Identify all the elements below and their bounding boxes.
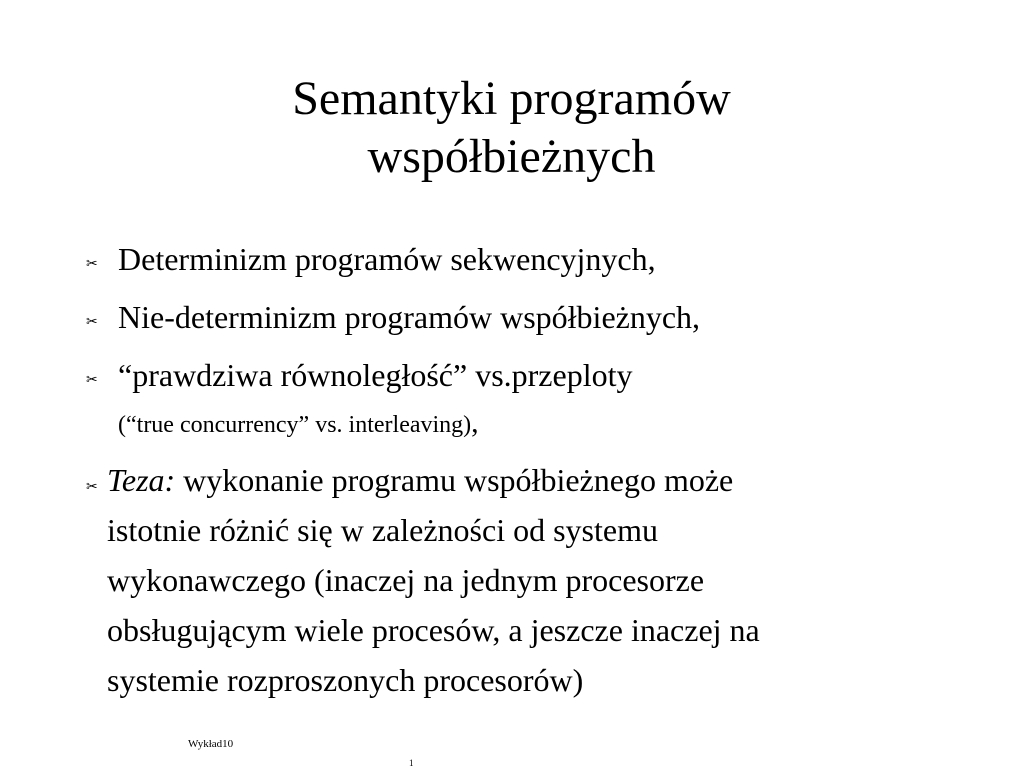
slide-title bbox=[0, 70, 1023, 186]
footer-label: Wykład10 bbox=[188, 738, 234, 750]
thesis-line-1 bbox=[107, 461, 733, 499]
bullet-item-3: “prawdziwa równoległość” vs.przeploty bbox=[118, 357, 633, 393]
slide-title-line-1: Semantyki programów bbox=[292, 72, 731, 125]
thesis-line-3: wykonawczego (inaczej na jednym procesorze bbox=[107, 562, 705, 598]
scissors-icon: ✂ bbox=[86, 256, 98, 272]
page-number: 1 bbox=[409, 758, 414, 768]
scissors-icon: ✂ bbox=[86, 314, 98, 330]
scissors-icon: ✂ bbox=[86, 372, 98, 388]
scissors-icon: ✂ bbox=[86, 479, 98, 495]
bullet-item-1: Determinizm programów sekwencyjnych, bbox=[118, 241, 656, 277]
thesis-line-5: systemie rozproszonych procesorów) bbox=[107, 662, 584, 698]
subnote-text: (“true concurrency” vs. interleaving) bbox=[118, 412, 472, 438]
thesis-line-4: obsługującym wiele procesów, a jeszcze inaczej na bbox=[107, 612, 760, 648]
thesis-line-2: istotnie różnić się w zależności od systemu bbox=[107, 512, 658, 548]
bullet-item-2: Nie-determinizm programów współbieżnych, bbox=[118, 299, 701, 335]
thesis-label: Teza: bbox=[107, 462, 176, 498]
slide-title-line-2: współbieżnych bbox=[367, 130, 656, 183]
thesis-line-1-text: wykonanie programu współbieżnego może bbox=[175, 462, 734, 498]
bullet-subnote bbox=[118, 406, 479, 439]
subnote-comma: , bbox=[471, 406, 479, 439]
